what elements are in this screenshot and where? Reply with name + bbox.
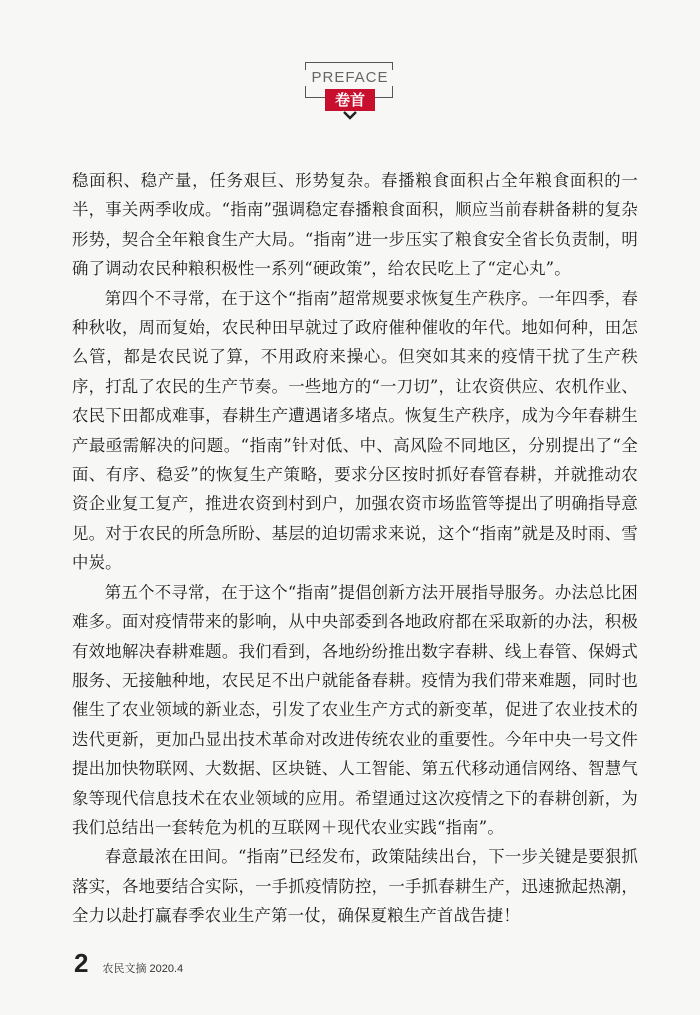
magazine-issue: 农民文摘 2020.4 (102, 963, 184, 975)
paragraph: 春意最浓在田间。“指南”已经发布，政策陆续出台，下一步关键是要狠抓落实，各地要结合实际，一手抓疫情防控，一手抓春耕生产，迅速掀起热潮，全力以赴打赢春季农业生产第一仗，确保夏粮生产首战告捷！ (72, 847, 638, 926)
chevron-down-icon (342, 110, 358, 120)
preface-badge (305, 56, 395, 120)
preface-label: PREFACE (305, 70, 395, 86)
page-footer (74, 948, 183, 978)
section-label: 卷首 (325, 89, 375, 111)
paragraph: 第四个不寻常，在于这个“指南”超常规要求恢复生产秩序。一年四季，春种秋收，周而复始，农民种田早就过了政府催种催收的年代。地如何种，田怎么管，都是农民说了算，不用政府来操心。但突如其来的疫情干扰了生产秩序，打乱了农民的生产节奏。一些地方的“一刀切”，让农资供应、农机作业、农民下田都成难事，春耕生产遭遇诸多堵点。恢复生产秩序，成为今年春耕生产最亟需解决的问题。“指南”针对低、中、高风险不同地区，分别提出了“全面、有序、稳妥”的恢复生产策略，要求分区按时抓好春管春耕，并就推动农资企业复工复产，推进农资到村到户，加强农资市场监管等提出了明确指导意见。对于农民的所急所盼、基层的迫切需求来说，这个“指南”就是及时雨、雪中炭。 (72, 288, 638, 573)
paragraph: 第五个不寻常，在于这个“指南”提倡创新方法开展指导服务。办法总比困难多。面对疫情带来的影响，从中央部委到各地政府都在采取新的办法，积极有效地解决春耕难题。我们看到，各地纷纷推出数字春耕、线上春管、保姆式服务、无接触种地，农民足不出户就能备春耕。疫情为我们带来难题，同时也催生了农业领域的新业态，引发了农业生产方式的新变革，促进了农业技术的迭代更新，更加凸显出技术革命对改进传统农业的重要性。今年中央一号文件提出加快物联网、大数据、区块链、人工智能、第五代移动通信网络、智慧气象等现代信息技术在农业领域的应用。希望通过这次疫情之下的春耕创新，为我们总结出一套转危为机的互联网＋现代农业实践“指南”。 (72, 582, 638, 837)
paragraph: 稳面积、稳产量，任务艰巨、形势复杂。春播粮食面积占全年粮食面积的一半，事关两季收成。“指南”强调稳定春播粮食面积，顺应当前春耕备耕的复杂形势，契合全年粮食生产大局。“指南”进一步压实了粮食安全省长负责制，明确了调动农民种粮积极性一系列“硬政策”，给农民吃上了“定心丸”。 (72, 171, 638, 279)
article-body (72, 166, 638, 931)
page-number: 2 (74, 948, 89, 978)
